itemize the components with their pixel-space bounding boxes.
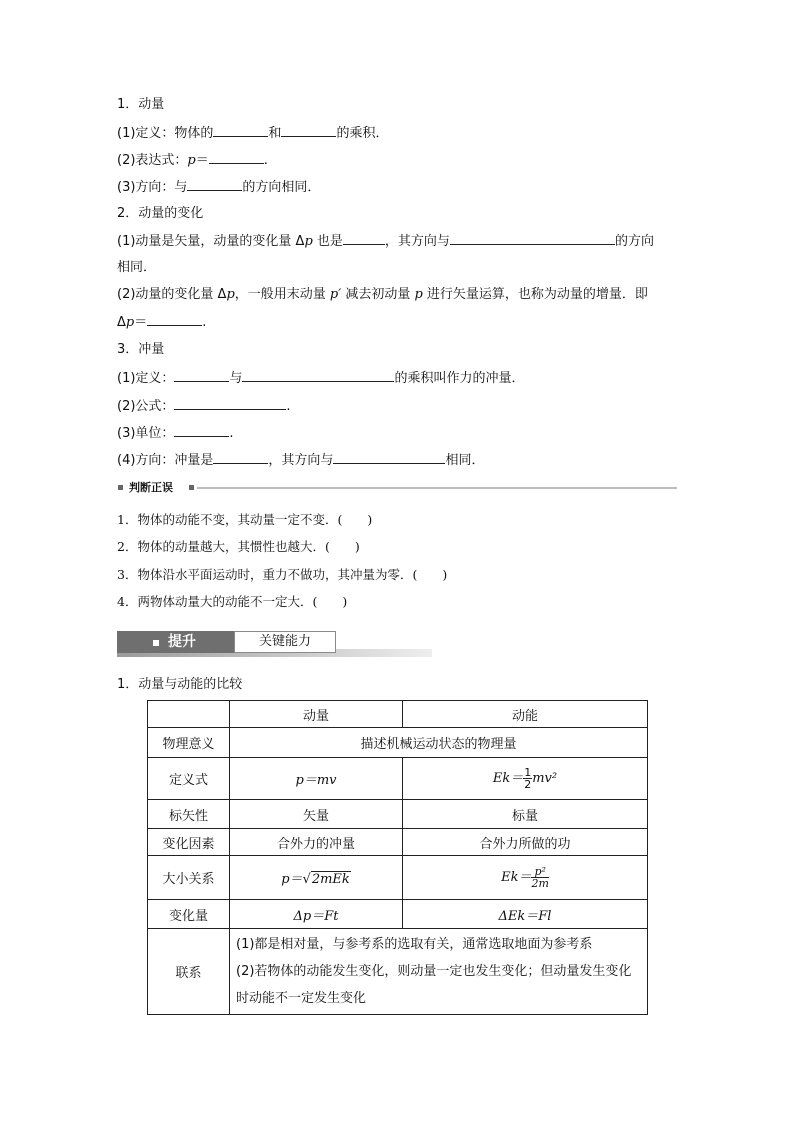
table-cell [148,701,230,728]
row-label: 变化量 [148,900,230,929]
blank-field[interactable] [213,123,268,137]
table-cell: 合外力的冲量 [230,829,403,856]
table-row [148,856,648,900]
judge-item: 1．物体的动能不变，其动量一定不变．( ) [117,512,373,527]
blank-field[interactable] [450,231,615,245]
square-bullet-icon [118,485,123,490]
blank-field[interactable] [343,231,385,245]
section-2-title: 2．动量的变化 [117,206,204,221]
momentum-change-p2-cont: Δp＝ . [117,312,206,332]
table-header-kinetic: 动能 [403,701,648,728]
judge-item: 4．两物体动量大的动能不一定大．( ) [117,594,348,609]
section-banner [117,629,432,657]
blank-field[interactable] [209,150,264,164]
impulse-formula: (2)公式： . [117,396,291,416]
square-bullet-icon [189,485,194,490]
blank-field[interactable] [213,450,268,464]
table-row [148,800,648,829]
table-cell: 矢量 [230,800,403,829]
table-cell: p＝mv [230,758,403,800]
momentum-change-p2: (2)动量的变化量 Δp，一般用末动量 p′ 减去初动量 p 进行矢量运算，也称为动量的增量．即 [117,287,648,302]
link-line: (1)都是相对量，与参考系的选取有关，通常选取地面为参考系 [236,937,593,952]
impulse-direction: (4)方向：冲量是 ，其方向与 相同． [117,450,484,470]
table-cell [230,929,648,1015]
momentum-definition: (1)定义：物体的 和 的乘积． [117,123,388,143]
row-label: 标矢性 [148,800,230,829]
table-cell: 描述机械运动状态的物理量 [230,728,648,758]
comparison-title: 1．动量与动能的比较 [117,677,243,692]
blank-field[interactable] [174,396,286,410]
blank-field[interactable] [174,368,229,382]
momentum-change-p1-cont: 相同． [117,260,157,275]
table-header-momentum: 动量 [230,701,403,728]
table-row [148,701,648,728]
table-cell: 标量 [403,800,648,829]
table-row [148,829,648,856]
judge-item: 3．物体沿水平面运动时，重力不做功，其冲量为零．( ) [117,567,448,582]
row-label: 变化因素 [148,829,230,856]
blank-field[interactable] [333,450,445,464]
banner-main [117,631,234,653]
table-cell: p＝√2mEk [230,856,403,900]
table-row [148,929,648,1015]
blank-field[interactable] [187,177,242,191]
impulse-definition: (1)定义： 与 的乘积叫作力的冲量． [117,368,524,388]
comparison-table [147,700,648,1015]
momentum-change-p1: (1)动量是矢量，动量的变化量 Δp 也是 ，其方向与 的方向 [117,231,654,251]
table-cell: Δp＝Ft [230,900,403,929]
banner-main-label: 提升 [168,634,196,650]
momentum-expression: (2)表达式：p＝ . [117,150,268,170]
link-line: (2)若物体的动能发生变化，则动量一定也发生变化；但动量发生变化时动能不一定发生变化 [236,964,632,1006]
judge-item: 2．物体的动量越大，其惯性也越大．( ) [117,539,360,554]
section-1-title: 1．动量 [117,97,165,112]
table-row [148,758,648,800]
row-label: 联系 [148,929,230,1015]
divider [197,487,677,489]
section-3-title: 3．冲量 [117,342,165,357]
row-label: 定义式 [148,758,230,800]
momentum-direction: (3)方向：与 的方向相同． [117,177,320,197]
table-cell: Ek＝ $\frac{1}{2}$ mv² [403,758,648,800]
blank-field[interactable] [242,368,394,382]
judge-header [117,480,677,496]
row-label: 大小关系 [148,856,230,900]
table-cell: Ek＝ $\frac{\text{p²}}{2m}$ [403,856,648,900]
table-cell: ΔEk＝Fl [403,900,648,929]
square-bullet-icon [153,640,159,646]
banner-sub: 关键能力 [234,631,336,653]
blank-field[interactable] [174,423,229,437]
table-row [148,900,648,929]
blank-field[interactable] [147,312,202,326]
row-label: 物理意义 [148,728,230,758]
judge-title: 判断正误 [129,481,173,494]
impulse-unit: (3)单位： . [117,423,234,443]
table-cell: 合外力所做的功 [403,829,648,856]
blank-field[interactable] [281,123,336,137]
table-row [148,728,648,758]
